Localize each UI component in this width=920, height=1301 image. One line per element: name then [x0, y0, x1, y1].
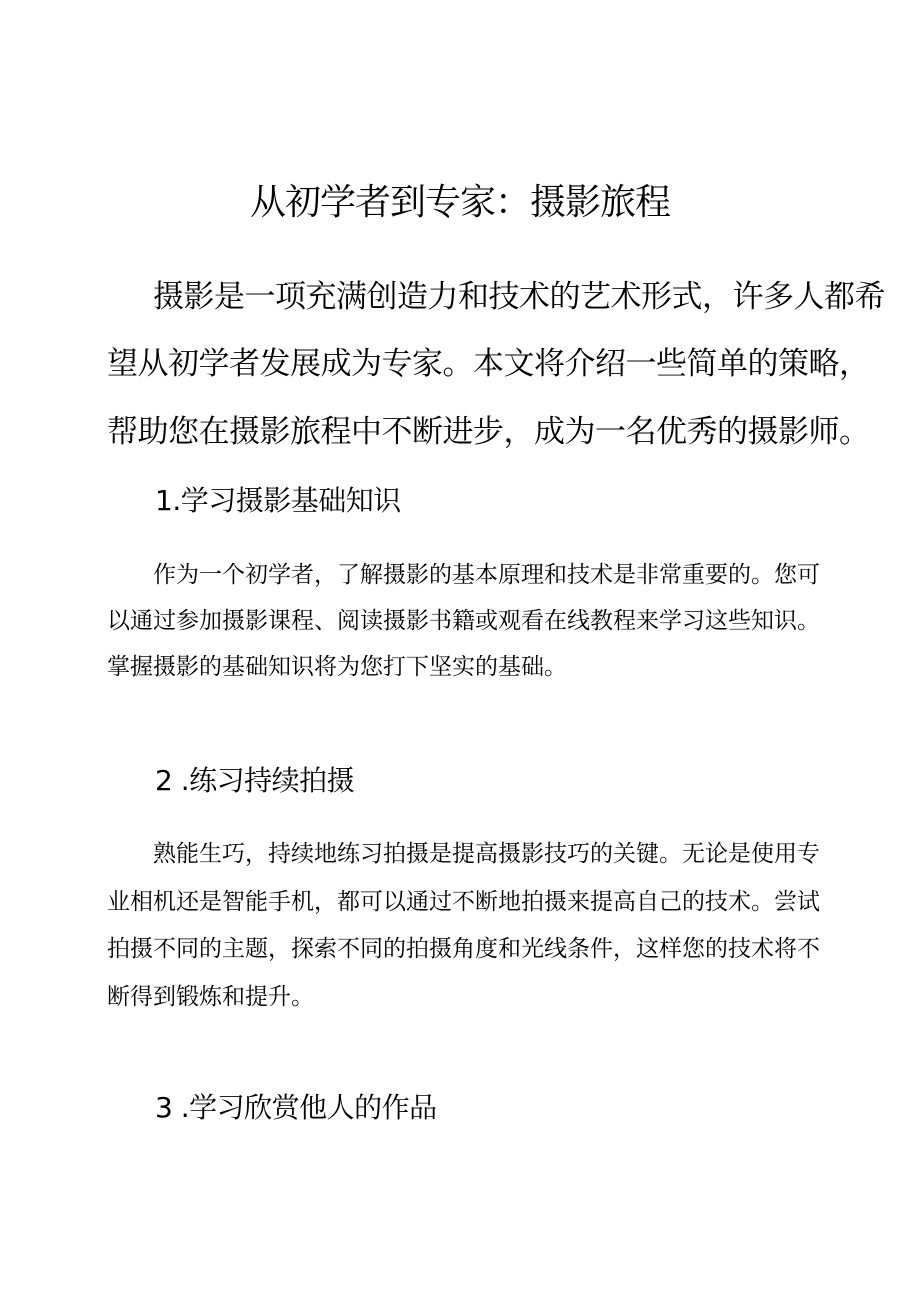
paragraph-line: 作为一个初学者，了解摄影的基本原理和技术是非常重要的。您可 — [153, 562, 820, 588]
document-title: 从初学者到专家：摄影旅程 — [249, 182, 670, 223]
intro-line: 摄影是一项充满创造力和技术的艺术形式，许多人都希 — [153, 279, 885, 315]
paragraph-line: 以通过参加摄影课程、阅读摄影书籍或观看在线教程来学习这些知识。 — [107, 608, 820, 634]
paragraph-line: 熟能生巧，持续地练习拍摄是提高摄影技巧的关键。无论是使用专 — [153, 841, 820, 867]
intro-line: 望从初学者发展成为专家。本文将介绍一些简单的策略， — [107, 346, 870, 382]
section-heading: 2 .练习持续拍摄 — [155, 764, 355, 797]
paragraph-line: 拍摄不同的主题，探索不同的拍摄角度和光线条件，这样您的技术将不 — [107, 936, 820, 962]
paragraph-line: 断得到锻炼和提升。 — [107, 984, 314, 1010]
paragraph-line: 掌握摄影的基础知识将为您打下坚实的基础。 — [107, 654, 567, 680]
section-heading: 1.学习摄影基础知识 — [155, 484, 401, 517]
intro-line: 帮助您在摄影旅程中不断进步，成为一名优秀的摄影师。 — [107, 414, 870, 450]
section-heading: 3 .学习欣赏他人的作品 — [155, 1091, 437, 1124]
paragraph-line: 业相机还是智能手机，都可以通过不断地拍摄来提高自己的技术。尝试 — [107, 889, 820, 915]
